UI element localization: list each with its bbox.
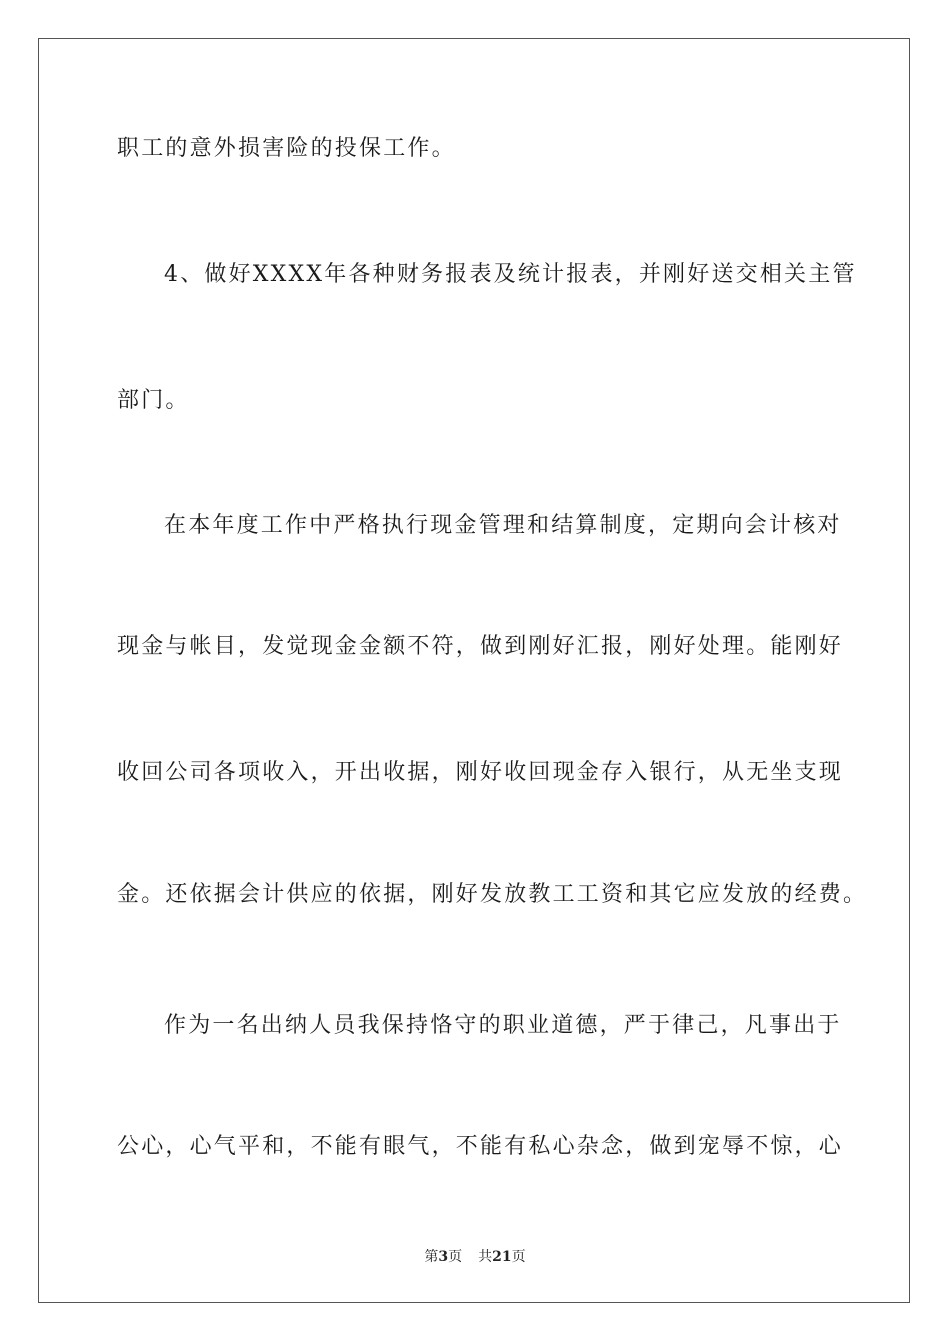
text-line-6: 收回公司各项收入，开出收据，刚好收回现金存入银行，从无坐支现 [117, 760, 844, 785]
text-line-2: 4、做好XXXX年各种财务报表及统计报表，并刚好送交相关主管 [164, 262, 857, 287]
text-line-5: 现金与帐目，发觉现金金额不符，做到刚好汇报，刚好处理。能刚好 [117, 634, 844, 659]
text-line-7: 金。还依据会计供应的依据，刚好发放教工工资和其它应发放的经费。 [117, 882, 868, 907]
total-suffix: 页 [511, 1249, 526, 1265]
text-line-3: 部门。 [117, 388, 190, 413]
text-line-9: 公心，心气平和，不能有眼气，不能有私心杂念，做到宠辱不惊，心 [117, 1134, 844, 1159]
text-line-4: 在本年度工作中严格执行现金管理和结算制度，定期向会计核对 [164, 513, 842, 538]
page-number: 3 [438, 1249, 449, 1265]
page-footer [0, 1248, 950, 1266]
page-prefix: 第 [424, 1249, 439, 1265]
page-border [38, 38, 910, 1303]
total-pages: 21 [492, 1249, 512, 1265]
text-line-1: 职工的意外损害险的投保工作。 [117, 136, 456, 161]
text-line-8: 作为一名出纳人员我保持恪守的职业道德，严于律己，凡事出于 [164, 1013, 842, 1038]
page-suffix: 页 [448, 1249, 463, 1265]
total-prefix: 共 [478, 1249, 493, 1265]
